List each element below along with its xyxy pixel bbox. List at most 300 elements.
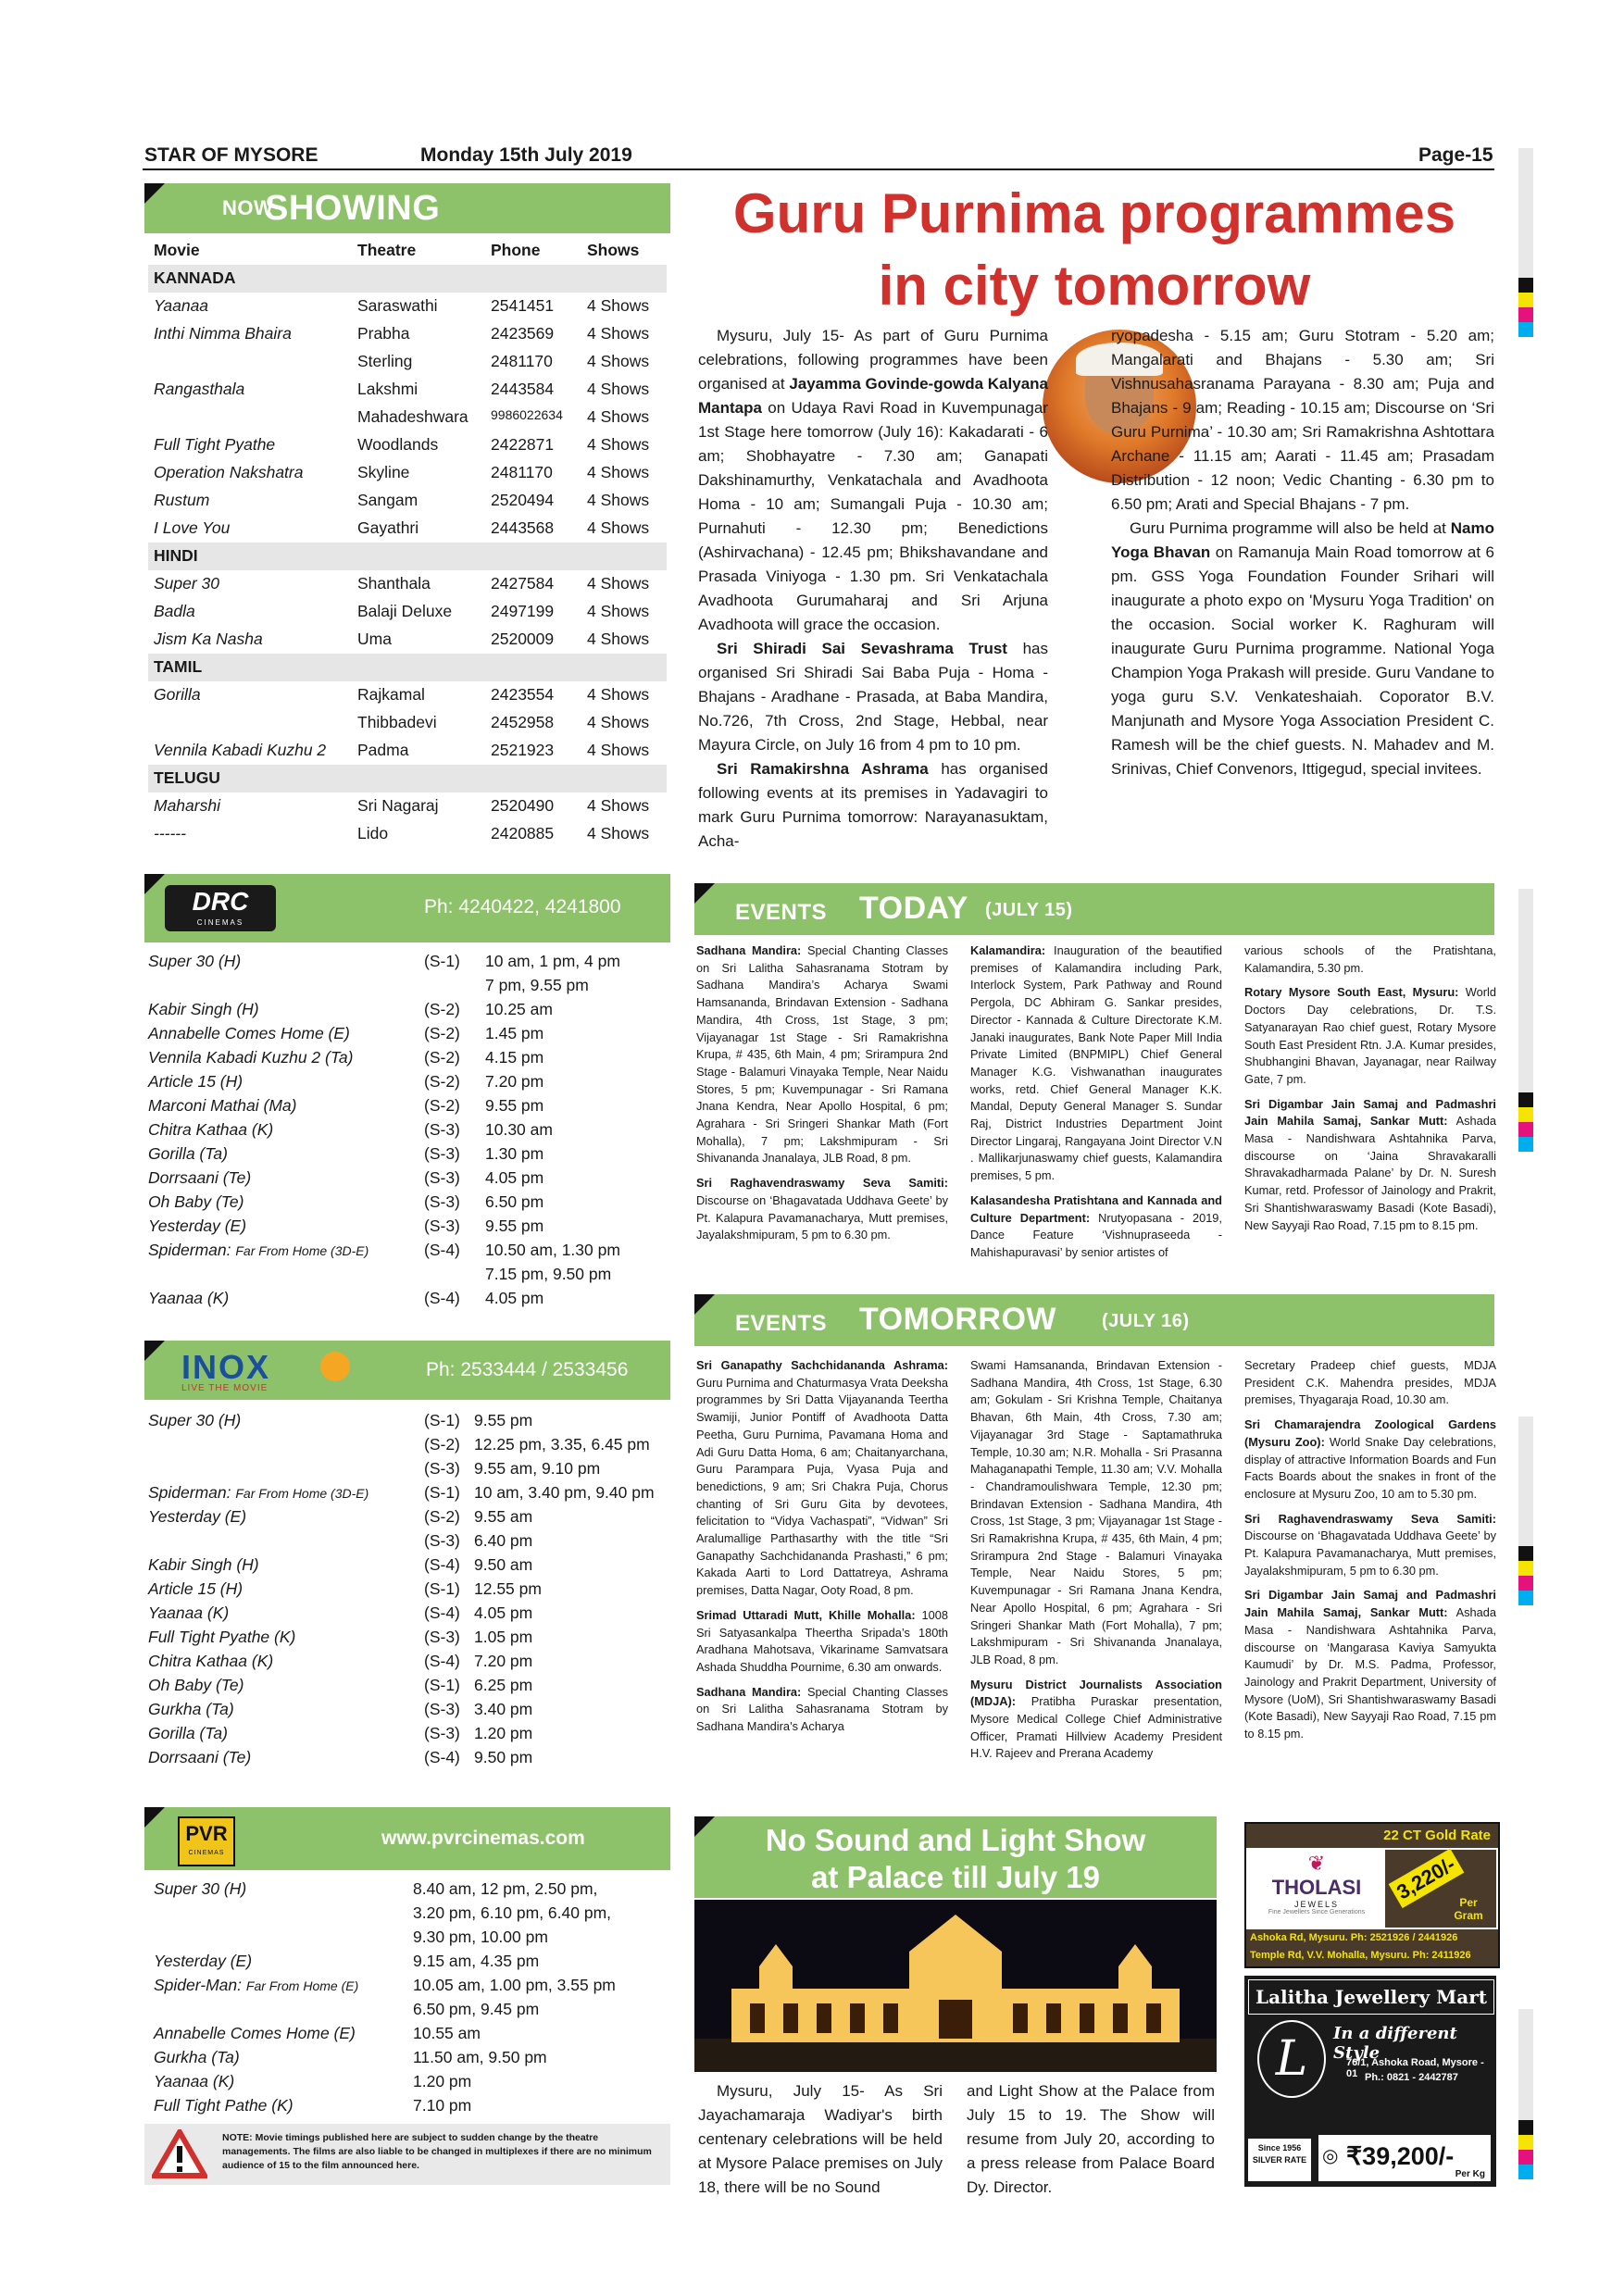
screen-number: (S-2) <box>424 1435 460 1454</box>
guru-text: has organised following events at its premises in Yadavagiri to mark Guru Purnima tomorrow: Narayanasuktam, Acha- <box>698 760 1048 850</box>
now-showing-table-wrap <box>148 237 667 848</box>
language-category-row <box>148 543 667 570</box>
corner-triangle <box>144 1807 165 1828</box>
movie-title: Full Tight Pathe (K) <box>154 2096 294 2115</box>
movie-title: Inthi Nimma Bhaira <box>154 324 292 343</box>
events-today-date: (JULY 15) <box>985 900 1073 920</box>
movie-title: Operation Nakshatra <box>154 463 304 481</box>
event-venue: Sri Chamarajendra Zoological Gardens (Mysuru Zoo): <box>1244 1417 1496 1449</box>
movie-title: Article 15 (H) <box>148 1072 244 1091</box>
theatre-name: Balaji Deluxe <box>357 602 453 620</box>
lalitha-phone: Ph.: 0821 - 2442787 <box>1365 2072 1458 2083</box>
schedule-movie <box>148 952 424 971</box>
movie-title: Yaanaa (K) <box>148 1289 230 1307</box>
event-venue: Sadhana Mandira: <box>696 943 802 957</box>
movie-title: Yaanaa <box>154 296 209 315</box>
event-venue: Kalasandesha Pratishtana and Kannada and Culture Department: <box>970 1192 1222 1225</box>
movie-subtitle: Far From Home (3D-E) <box>235 1486 369 1501</box>
guru-text: on Udaya Ravi Road in Kuvempunagar 1st Stage here tomorrow (July 16): Kakadarati - 6 am; Shobhayatre - 7.30 am; Ganapati Dakshinamurthy, Venkatachala and Avadhoota Homa - 10 am; Sumangali Puja - 10.30 am; Purnahuti - 12.30 pm; Benedictions (Ashirvachana) - 12.45 pm; Bhikshavandane and Prasada Viniyoga - 1.30 pm. Sri Venkatachala Avadhoota Gurumaharaj and Sri Arjuna Avadhoota will grace the occasion. <box>698 399 1049 633</box>
theatre-name: Skyline <box>357 463 410 481</box>
theatre-name: Shanthala <box>357 574 431 593</box>
events-today-col2 <box>970 942 1222 1269</box>
event-item <box>696 1607 948 1677</box>
screen-number: (S-4) <box>424 1603 460 1622</box>
schedule-row <box>148 1048 676 1072</box>
tholasi-brand-name: THOLASI <box>1271 1876 1362 1899</box>
show-times: 10.55 am <box>413 2024 481 2042</box>
show-count: 4 Shows <box>587 713 650 731</box>
event-item <box>1244 1096 1496 1235</box>
screen-number: (S-4) <box>424 1289 460 1307</box>
movie-title: Chitra Kathaa (K) <box>148 1652 274 1670</box>
theatre-phone: 2481170 <box>491 352 553 370</box>
drc-header <box>144 874 670 942</box>
schedule-movie <box>148 1072 424 1092</box>
event-details: Discourse on ‘Bhagavatada Uddhava Geete’ by Pt. Kalapura Pavamanacharya, Mutt premises, Jayalakshmipuram, 5 pm to 6.30 pm. <box>696 1192 948 1242</box>
movie-title: Kabir Singh (H) <box>148 1555 259 1574</box>
show-times: 9.55 pm <box>485 1096 544 1115</box>
now-showing-table <box>148 237 667 848</box>
movie-title: Jism Ka Nasha <box>154 630 263 648</box>
guru-text: Mysuru, July 15- As part of Guru Purnima celebrations, following programmes have been organised at <box>698 327 1048 393</box>
silver-price-unit: Per Kg <box>1455 2169 1485 2179</box>
schedule-row <box>154 1952 681 1976</box>
show-times: 4.05 pm <box>474 1603 533 1622</box>
coin-icon: ◎ <box>1322 2146 1339 2166</box>
event-venue: Rotary Mysore South East, Mysuru: <box>1244 985 1459 1000</box>
show-times: 11.50 am, 9.50 pm <box>413 2048 547 2066</box>
table-row <box>148 515 667 543</box>
registration-marks-top <box>1518 148 1533 337</box>
events-tomorrow-col2 <box>970 1357 1222 1770</box>
event-item <box>696 1357 948 1600</box>
screen-number: (S-3) <box>424 1144 460 1163</box>
schedule-row <box>148 1628 676 1652</box>
guru-col2 <box>1111 324 1494 781</box>
screen-number: (S-3) <box>424 1724 460 1742</box>
event-details: Special Chanting Classes on Sri Lalitha Sahasranama Stotram by Sadhana Mandira’s Acharya <box>696 1684 948 1734</box>
schedule-movie <box>154 2072 413 2091</box>
movie-title: Annabelle Comes Home (E) <box>154 2024 356 2042</box>
schedule-row <box>148 1579 676 1603</box>
show-count: 4 Shows <box>587 741 650 759</box>
schedule-row <box>148 1724 676 1748</box>
movie-title: I Love You <box>154 518 231 537</box>
event-details: Nrutyopasana - 2019, Dance Feature ‘Vishnupraseeda - Mahishapuravasi’ by senior artistes of <box>970 1210 1222 1259</box>
tholasi-brand <box>1254 1852 1380 1924</box>
schedule-movie <box>148 1579 424 1599</box>
theatre-phone: 2423569 <box>491 324 555 343</box>
movie-title: Yesterday (E) <box>148 1217 247 1235</box>
theatre-name: Lido <box>357 824 389 842</box>
table-row <box>148 570 667 598</box>
theatre-phone: 2541451 <box>491 296 555 315</box>
show-times: 4.15 pm <box>485 1048 544 1067</box>
language-category-row <box>148 765 667 792</box>
note-label: NOTE: <box>222 2132 253 2143</box>
schedule-row <box>148 1144 676 1168</box>
table-row <box>148 598 667 626</box>
guru-venue: Jayamma Govinde-gowda Kalyana Mantapa <box>698 375 1048 417</box>
theatre-phone: 2422871 <box>491 435 555 454</box>
table-row <box>148 459 667 487</box>
lalitha-brand: Lalitha Jewellery Mart <box>1248 1979 1494 2015</box>
event-venue: Srimad Uttaradi Mutt, Khille Mohalla: <box>696 1607 916 1622</box>
pvr-logo-sub: CINEMAS <box>188 1850 225 1856</box>
schedule-row <box>148 1459 676 1483</box>
show-times: 6.50 pm, 9.45 pm <box>413 2000 540 2018</box>
screen-number: (S-3) <box>424 1168 460 1187</box>
palace-illuminated-photo <box>694 1900 1217 2072</box>
movie-title: Badla <box>154 602 195 620</box>
table-row <box>148 792 667 820</box>
theatre-name: Sri Nagaraj <box>357 796 439 815</box>
events-tomorrow-prefix: EVENTS <box>735 1311 828 1336</box>
guru-text: has organised Sri Shiradi Sai Baba Puja - Homa - Bhajans - Aradhane - Prasada, at Baba Mandira, No.726, 7th Cross, 2nd Stage, Hebbal, near Mayura Circle, on July 16 from 4 pm to 10 pm. <box>698 640 1048 754</box>
language-category: HINDI <box>148 543 667 570</box>
table-row <box>148 709 667 737</box>
schedule-movie <box>154 1952 413 1971</box>
schedule-row <box>154 1879 681 1903</box>
schedule-movie <box>148 1652 424 1671</box>
now-showing-prefix: NOW <box>222 196 274 219</box>
show-count: 4 Shows <box>587 685 650 704</box>
guru-headline-line1: Guru Purnima programmes <box>732 182 1456 244</box>
theatre-phone: 2427584 <box>491 574 555 593</box>
screen-number: (S-4) <box>424 1652 460 1670</box>
schedule-row <box>148 1096 676 1120</box>
schedule-row <box>154 2024 681 2048</box>
ad-lalitha[interactable] <box>1244 1976 1496 2187</box>
schedule-row <box>154 1928 681 1952</box>
schedule-movie <box>148 1748 424 1767</box>
schedule-movie <box>148 1289 424 1308</box>
gold-price-unit: Per Gram <box>1454 1896 1483 1922</box>
schedule-movie <box>148 1000 424 1019</box>
show-count: 4 Shows <box>587 324 650 343</box>
sound-light-col2 <box>967 2079 1215 2200</box>
schedule-movie <box>148 1217 424 1236</box>
movie-subtitle: Far From Home (E) <box>245 1978 359 1993</box>
masthead-rule <box>143 168 1494 170</box>
column-header: Phone <box>491 241 541 259</box>
schedule-row <box>154 1976 681 2000</box>
lalitha-tagline: In a different Style <box>1333 2024 1457 2063</box>
show-times: 9.15 am, 4.35 pm <box>413 1952 540 1970</box>
theatre-phone: 9986022634 <box>491 407 563 422</box>
corner-triangle <box>144 874 165 894</box>
silver-price: ₹39,200/- <box>1346 2142 1455 2170</box>
drc-logo-text: DRC <box>192 887 249 916</box>
movie-title: Spiderman: <box>148 1241 231 1259</box>
event-item <box>970 1192 1222 1262</box>
schedule-movie <box>154 2048 413 2067</box>
event-venue: Sri Ganapathy Sachchidananda Ashrama: <box>696 1358 948 1372</box>
schedule-row <box>148 1555 676 1579</box>
movie-title: Yaanaa (K) <box>154 2072 235 2090</box>
event-item <box>1244 1511 1496 1580</box>
movie-title: Maharshi <box>154 796 220 815</box>
schedule-row <box>148 1289 676 1313</box>
tholasi-addresses <box>1246 1929 1498 1966</box>
corner-triangle <box>144 1341 165 1361</box>
events-tomorrow-header <box>694 1294 1494 1346</box>
gold-price: 3,220/- <box>1389 1849 1464 1908</box>
sound-light-col1 <box>698 2079 943 2200</box>
screen-number: (S-2) <box>424 1507 460 1526</box>
movie-title: Gurkha (Ta) <box>154 2048 240 2066</box>
movie-title: Gurkha (Ta) <box>148 1700 234 1718</box>
column-header: Shows <box>587 241 640 259</box>
movie-title: Oh Baby (Te) <box>148 1192 244 1211</box>
show-times: 9.50 am <box>474 1555 533 1574</box>
show-count: 4 Shows <box>587 574 650 593</box>
theatre-name: Sangam <box>357 491 418 509</box>
show-times: 7.20 pm <box>474 1652 533 1670</box>
guru-venue: Namo Yoga Bhavan <box>1111 519 1494 561</box>
schedule-row <box>148 1507 676 1531</box>
screen-number: (S-3) <box>424 1120 460 1139</box>
schedule-row <box>148 1748 676 1772</box>
show-count: 4 Shows <box>587 352 650 370</box>
screen-number: (S-4) <box>424 1555 460 1574</box>
sound-light-text: Mysuru, July 15- As Sri Jayachamaraja Wadiyar's birth centenary celebrations will be held at Mysore Palace premises on July 18, there will be no Sound <box>698 2082 943 2196</box>
show-count: 4 Shows <box>587 491 650 509</box>
movie-title: Vennila Kabadi Kuzhu 2 (Ta) <box>148 1048 354 1067</box>
schedule-row <box>154 2096 681 2120</box>
event-venue: Sri Raghavendraswamy Seva Samiti: <box>1244 1511 1496 1526</box>
schedule-movie <box>148 1483 424 1503</box>
lalitha-monogram-icon: L <box>1257 2020 1326 2098</box>
event-venue: Sri Raghavendraswamy Seva Samiti: <box>696 1176 948 1191</box>
show-times: 1.30 pm <box>485 1144 544 1163</box>
movie-title: Spiderman: <box>148 1483 231 1502</box>
movie-title: Super 30 (H) <box>148 952 242 970</box>
guru-text: Guru Purnima programme will also be held at <box>1130 519 1446 537</box>
movie-title: Dorrsaani (Te) <box>148 1748 252 1766</box>
inox-header <box>144 1341 670 1400</box>
theatre-name: Thibbadevi <box>357 713 437 731</box>
lalitha-since <box>1248 2139 1311 2181</box>
movie-title: Gorilla (Ta) <box>148 1144 228 1163</box>
guru-headline <box>694 178 1494 322</box>
registration-marks-mid <box>1518 889 1533 1152</box>
schedule-row <box>148 1700 676 1724</box>
screen-number: (S-2) <box>424 1048 460 1067</box>
events-today-header <box>694 883 1494 935</box>
inox-phone: Ph: 2533444 / 2533456 <box>426 1359 629 1380</box>
schedule-row <box>154 2048 681 2072</box>
theatre-phone: 2420885 <box>491 824 555 842</box>
ad-tholasi[interactable] <box>1244 1822 1500 1968</box>
corner-triangle <box>144 183 165 204</box>
schedule-row <box>148 1435 676 1459</box>
event-details: Ashada Masa - Nandishwara Ashtahnika Parva, discourse on ‘Jaina Shravakaralli Shravakadharmada Palane’ by Dr. N. Suresh Kumar, retd. Professor of Jainology and Prakrit, Sri Shantishwaraswamy Basadi (Kote Basadi), New Sayyaji Rao Road, 7.15 pm to 8.15 pm. <box>1244 1114 1496 1232</box>
show-count: 4 Shows <box>587 518 650 537</box>
theatre-name: Lakshmi <box>357 380 418 398</box>
show-count: 4 Shows <box>587 630 650 648</box>
schedule-movie <box>148 1024 424 1043</box>
show-times: 10 am, 1 pm, 4 pm <box>485 952 620 970</box>
drc-schedule <box>148 952 676 1313</box>
event-details: various schools of the Pratishtana, Kalamandira, 5.30 pm. <box>1244 943 1496 975</box>
lalitha-address: 76/1, Ashoka Road, Mysore - 01 <box>1346 2057 1484 2079</box>
schedule-row <box>154 2072 681 2096</box>
paper-name: STAR OF MYSORE <box>144 144 319 166</box>
schedule-row <box>148 1531 676 1555</box>
schedule-row <box>148 1241 676 1265</box>
events-today-prefix: EVENTS <box>735 900 828 925</box>
guru-venue: Sri Shiradi Sai Sevashrama Trust <box>717 640 1007 657</box>
schedule-movie <box>148 1168 424 1188</box>
schedule-movie <box>154 2096 413 2115</box>
sound-light-headline-line2: at Palace till July 19 <box>811 1860 1100 1894</box>
event-item <box>1244 984 1496 1088</box>
schedule-movie <box>148 1676 424 1695</box>
schedule-row <box>148 976 676 1000</box>
schedule-movie <box>148 1192 424 1212</box>
movie-title: Yesterday (E) <box>148 1507 247 1526</box>
screen-number: (S-4) <box>424 1748 460 1766</box>
schedule-row <box>148 1024 676 1048</box>
movie-title <box>148 709 352 737</box>
issue-date: Monday 15th July 2019 <box>420 144 632 166</box>
show-count: 4 Shows <box>587 380 650 398</box>
movie-title: ------ <box>154 824 186 842</box>
show-times: 10.30 am <box>485 1120 553 1139</box>
movie-title: Oh Baby (Te) <box>148 1676 244 1694</box>
theatre-phone: 2443568 <box>491 518 555 537</box>
movie-title: Yesterday (E) <box>154 1952 253 1970</box>
corner-triangle <box>694 883 715 904</box>
events-tomorrow-date: (JULY 16) <box>1102 1311 1190 1331</box>
movie-title: Vennila Kabadi Kuzhu 2 <box>154 741 327 759</box>
sound-light-headline-line1: No Sound and Light Show <box>765 1823 1146 1857</box>
schedule-movie <box>148 1144 424 1164</box>
movie-title: Annabelle Comes Home (E) <box>148 1024 350 1042</box>
events-tomorrow-col1 <box>696 1357 948 1743</box>
inox-logo-emblem <box>320 1352 350 1381</box>
show-times: 8.40 am, 12 pm, 2.50 pm, <box>413 1879 598 1898</box>
schedule-row <box>148 1168 676 1192</box>
movie-title: Full Tight Pyathe <box>154 435 276 454</box>
show-count: 4 Shows <box>587 602 650 620</box>
inox-logo-text: INOX <box>181 1348 271 1386</box>
movie-title: Dorrsaani (Te) <box>148 1168 252 1187</box>
event-details: Secretary Pradeep chief guests, MDJA President C.K. Mahendra presides, MDJA premises, Thyagaraja Road, 10.30 am. <box>1244 1358 1496 1407</box>
show-times: 1.05 pm <box>474 1628 533 1646</box>
screen-number: (S-3) <box>424 1217 460 1235</box>
pvr-website[interactable]: www.pvrcinemas.com <box>381 1828 585 1849</box>
silver-price-box <box>1318 2135 1491 2181</box>
table-row <box>148 626 667 654</box>
schedule-movie <box>148 1096 424 1116</box>
now-showing-title: SHOWING <box>265 189 441 228</box>
show-times: 9.55 am, 9.10 pm <box>474 1459 601 1478</box>
movie-subtitle: Far From Home (3D-E) <box>235 1243 369 1258</box>
event-item <box>1244 1357 1496 1409</box>
event-details: Pratibha Puraskar presentation, Mysore Medical College Chief Administrative Officer, Pramati Hillview Academy President H.V. Rajeev and Prerana Academy <box>970 1694 1222 1761</box>
screen-number: (S-2) <box>424 1072 460 1091</box>
screen-number: (S-1) <box>424 1579 460 1598</box>
drc-logo <box>165 885 276 931</box>
screen-number: (S-1) <box>424 1483 460 1502</box>
timings-note <box>144 2124 670 2185</box>
event-item <box>970 942 1222 1185</box>
movie-title: Super 30 (H) <box>148 1411 242 1429</box>
language-category: TAMIL <box>148 654 667 681</box>
theatre-name: Padma <box>357 741 409 759</box>
show-times: 6.25 pm <box>474 1676 533 1694</box>
schedule-movie <box>154 2024 413 2043</box>
event-item <box>696 1175 948 1244</box>
show-times: 10 am, 3.40 pm, 9.40 pm <box>474 1483 655 1502</box>
movie-title: Super 30 (H) <box>154 1879 247 1898</box>
table-row <box>148 820 667 848</box>
schedule-row <box>148 1192 676 1217</box>
inox-logo <box>181 1348 348 1394</box>
schedule-row <box>148 1603 676 1628</box>
movie-title: Rangasthala <box>154 380 245 398</box>
show-count: 4 Shows <box>587 796 650 815</box>
warning-icon <box>152 2129 207 2179</box>
movie-title: Marconi Mathai (Ma) <box>148 1096 297 1115</box>
show-times: 1.20 pm <box>413 2072 472 2090</box>
sound-light-headline <box>694 1816 1217 1898</box>
language-category-row <box>148 654 667 681</box>
table-row <box>148 737 667 765</box>
corner-triangle <box>694 1816 715 1837</box>
inox-logo-sub: LIVE THE MOVIE <box>181 1383 269 1393</box>
schedule-row <box>148 1652 676 1676</box>
screen-number: (S-3) <box>424 1531 460 1550</box>
show-times: 9.55 pm <box>485 1217 544 1235</box>
movie-title: Article 15 (H) <box>148 1579 244 1598</box>
guru-text: ryopadesha - 5.15 am; Guru Stotram - 5.20 am; Mangalarati and Bhajans - 5.30 am; Sri Vishnusahasranama Parayana - 8.30 am; Puja and Bhajans - 9 am; Reading - 10.15 am; Discourse on ‘Sri Guru Purnima’ - 10.30 am; Sri Ramakrishna Ashtottara Archane - 11.15 am; Aarati - 11.45 am; Prasadam Distribution - 12 noon; Vedic Chanting - 6.30 pm to 6.50 pm; Arati and Special Bhajans - 7 pm. <box>1111 327 1494 513</box>
show-times: 12.25 pm, 3.35, 6.45 pm <box>474 1435 650 1454</box>
pvr-header <box>144 1807 670 1870</box>
column-header: Movie <box>154 241 200 259</box>
show-count: 4 Shows <box>587 296 650 315</box>
screen-number: (S-3) <box>424 1628 460 1646</box>
event-details: World Doctors Day celebrations, Dr. T.S. Satyanarayan Rao chief guest, Rotary Mysore South East President Rtn. J.A. Kumar presides, Shubhangini Bhavan, Jayanagar, near Railway Gate, 7 pm. <box>1244 985 1496 1086</box>
event-venue: Sadhana Mandira: <box>696 1684 802 1699</box>
schedule-row <box>148 1483 676 1507</box>
guru-venue: Sri Ramakirshna Ashrama <box>717 760 929 778</box>
show-times: 3.40 pm <box>474 1700 533 1718</box>
schedule-row <box>148 1676 676 1700</box>
show-count: 4 Shows <box>587 407 650 426</box>
language-category: TELUGU <box>148 765 667 792</box>
table-row <box>148 376 667 404</box>
theatre-phone: 2481170 <box>491 463 553 481</box>
schedule-row <box>148 1217 676 1241</box>
show-times: 3.20 pm, 6.10 pm, 6.40 pm, <box>413 1903 612 1922</box>
registration-marks-low <box>1518 1416 1533 1605</box>
theatre-name: Gayathri <box>357 518 419 537</box>
event-details: 1008 Sri Satyasankalpa Theertha Sripada’s 180th Aradhana Mahotsava, Vikariname Samvatsara Ashada Shuddha Pournime, 6.30 am onwards. <box>696 1607 948 1674</box>
show-times: 12.55 pm <box>474 1579 542 1598</box>
events-tomorrow-title: TOMORROW <box>859 1302 1057 1337</box>
events-today-col1 <box>696 942 948 1252</box>
theatre-name: Saraswathi <box>357 296 438 315</box>
sound-light-text: and Light Show at the Palace from July 15 to 19. The Show will resume from July 20, according to a press release from Palace Board Dy. Director. <box>967 2082 1215 2196</box>
show-times: 1.45 pm <box>485 1024 544 1042</box>
event-details: World Snake Day celebrations, display of attractive Information Boards and Fun Facts Boards about the snakes in front of the enclosure at Mysuru Zoo, 10 am to 5.30 pm. <box>1244 1434 1496 1501</box>
theatre-name: Sterling <box>357 352 413 370</box>
schedule-movie <box>148 1048 424 1067</box>
palace-illustration <box>694 1900 1217 2072</box>
